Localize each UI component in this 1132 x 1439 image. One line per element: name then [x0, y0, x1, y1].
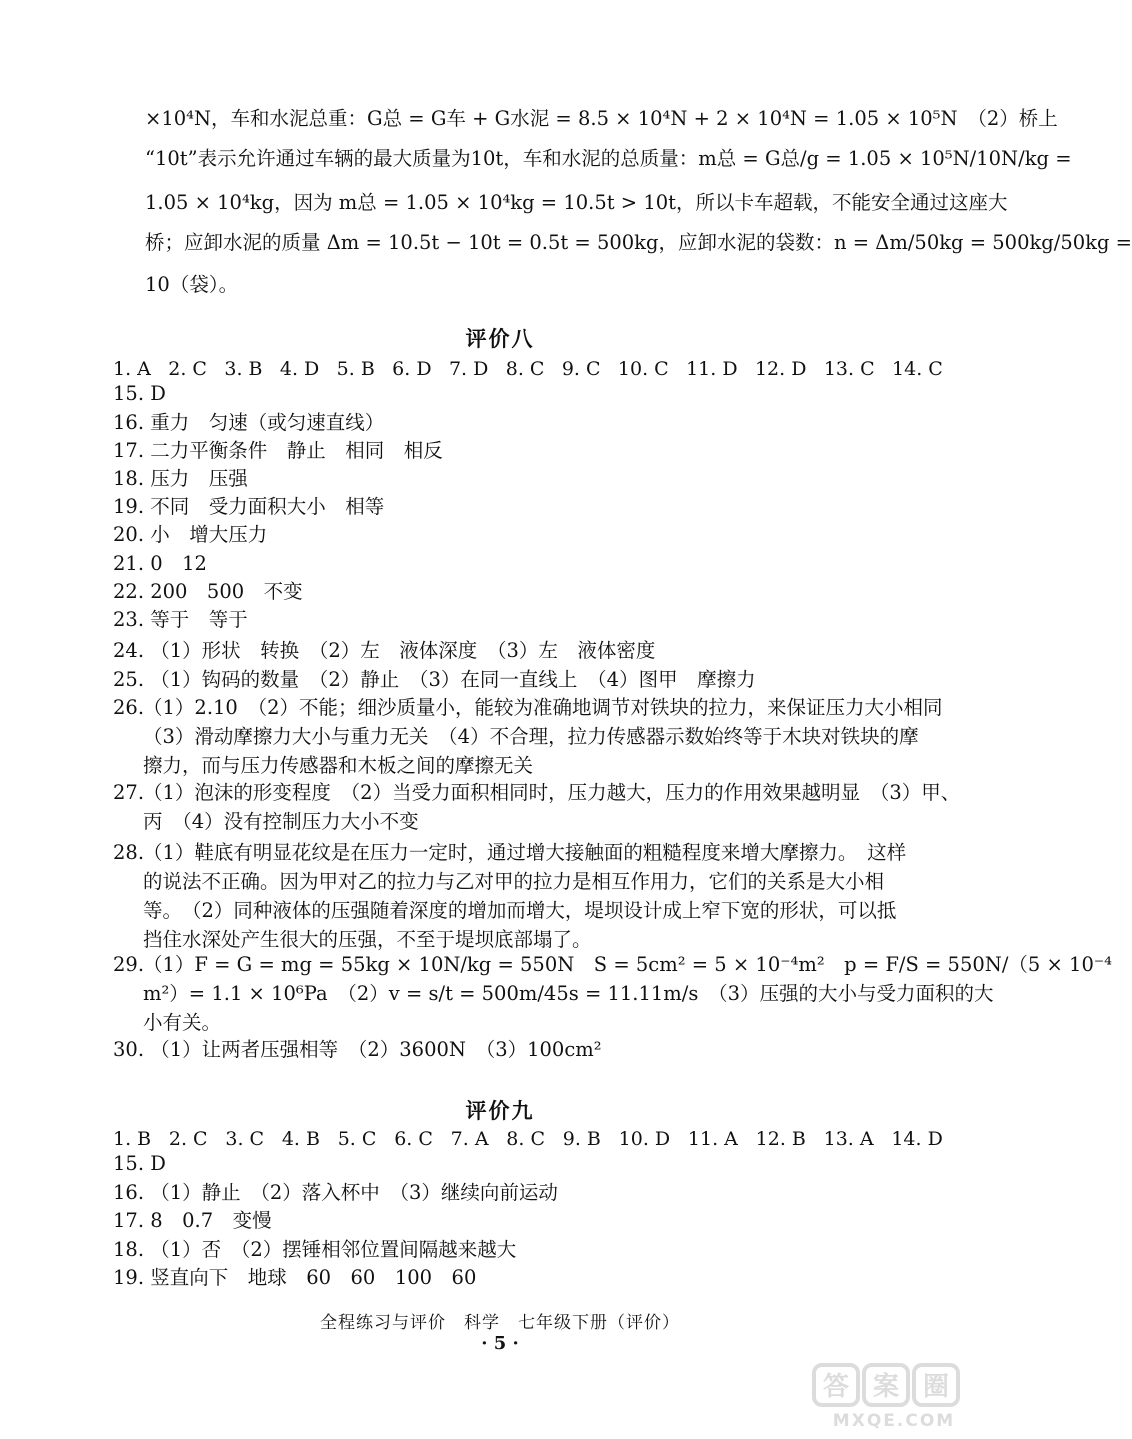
mc-answer: 6. D — [392, 358, 432, 380]
item-number: 27. — [113, 781, 145, 804]
page-number: · 5 · — [481, 1333, 519, 1354]
answer-line-19: 19. 不同 受力面积大小 相等 — [113, 495, 385, 518]
mc-answer: 1. A — [113, 358, 151, 380]
continued-solution — [145, 104, 1132, 300]
answer-line-20: 20. 小 增大压力 — [113, 523, 268, 546]
item-line: 的说法不正确。因为甲对乙的拉力与乙对甲的拉力是相互作用力，它们的关系是大小相 — [143, 870, 885, 893]
item-number: 28. — [113, 841, 145, 864]
mc-answer: 11. A — [687, 1128, 738, 1150]
item-number: 29. — [113, 953, 145, 976]
mc-answer: 2. C — [168, 358, 207, 380]
item-line: 擦力，而与压力传感器和木板之间的摩擦无关 — [143, 754, 534, 777]
multiple-choice-answers — [113, 1126, 943, 1152]
mc-answer: 3. C — [225, 1128, 265, 1150]
answer-line-22: 22. 200 500 不变 — [113, 580, 303, 603]
mc-answer: 14. C — [892, 358, 943, 380]
svg-text:圈: 圈 — [922, 1372, 950, 1402]
answer-line-30: 30. （1）让两者压强相等 （2）3600N （3）100cm² — [113, 1038, 602, 1061]
item-line: （1）2.10 （2）不能；细沙质量小，能较为准确地调节对铁块的拉力，来保证压力大小相同 — [143, 696, 943, 719]
item-line: （1）泡沫的形变程度 （2）当受力面积相同时，压力越大，压力的作用效果越明显 （3）甲、 — [143, 781, 961, 804]
answer-line-16: 16. 重力 匀速（或匀速直线） — [113, 411, 385, 434]
mc-answer: 10. D — [618, 1128, 671, 1150]
mc-answer: 4. B — [281, 1128, 320, 1150]
mc-answer: 8. C — [505, 358, 545, 380]
item-line: （1）F = G = mg = 55kg × 10N/kg = 550N S = 5cm² = 5 × 10⁻⁴m² p = F/S = 550N/（5 × 10⁻⁴ — [143, 953, 1112, 976]
mc-answer: 8. C — [506, 1128, 546, 1150]
answer-line-18: 18. 压力 压强 — [113, 467, 248, 490]
mc-answer: 13. A — [823, 1128, 874, 1150]
mc-answer-last: 15. D — [113, 382, 166, 405]
section-heading-9: 评价九 — [465, 1098, 535, 1123]
continued-line: ×10⁴N，车和水泥总重：G总 = G车 + G水泥 = 8.5 × 10⁴N + 2 × 10⁴N = 1.05 × 10⁵N （2）桥上 — [145, 107, 1058, 130]
svg-text:案: 案 — [872, 1372, 900, 1402]
answer-line-17: 17. 8 0.7 变慢 — [113, 1209, 272, 1232]
item-line: （1）鞋底有明显花纹是在压力一定时，通过增大接触面的粗糙程度来增大摩擦力。 这样 — [143, 841, 907, 864]
item-line: （3）滑动摩擦力大小与重力无关 （4）不合理，拉力传感器示数始终等于木块对铁块的摩 — [143, 725, 919, 748]
mc-answer: 3. B — [224, 358, 263, 380]
section-heading-8: 评价八 — [465, 326, 535, 351]
answer-line-18: 18. （1）否 （2）摆锤相邻位置间隔越来越大 — [113, 1238, 517, 1261]
mc-answer: 9. C — [561, 358, 601, 380]
answer-line-24: 24. （1）形状 转换 （2）左 液体深度 （3）左 液体密度 — [113, 639, 656, 662]
answer-line-19: 19. 竖直向下 地球 60 60 100 60 — [113, 1266, 477, 1289]
continued-line: 10（袋）。 — [145, 273, 239, 296]
continued-line: “10t”表示允许通过车辆的最大质量为10t，车和水泥的总质量：m总 = G总/g = 1.05 × 10⁵N/10N/kg = — [145, 147, 1072, 170]
mc-answer: 13. C — [823, 358, 875, 380]
watermark-logo — [812, 1363, 982, 1431]
mc-answer: 7. D — [448, 358, 489, 380]
item-line: 等。 （2）同种液体的压强随着深度的增加而增大，堤坝设计成上窄下宽的形状，可以抵 — [143, 899, 897, 922]
answer-line-21: 21. 0 12 — [113, 552, 207, 575]
mc-answer: 1. B — [113, 1128, 152, 1150]
svg-text:答: 答 — [822, 1372, 850, 1402]
mc-answer: 11. D — [686, 358, 738, 380]
answer-line-16: 16. （1）静止 （2）落入杯中 （3）继续向前运动 — [113, 1181, 558, 1204]
mc-answer: 4. D — [279, 358, 320, 380]
continued-line: 桥；应卸水泥的质量 Δm = 10.5t − 10t = 0.5t = 500kg，应卸水泥的袋数：n = Δm/50kg = 500kg/50kg = — [145, 231, 1132, 254]
item-number: 26. — [113, 696, 145, 719]
mc-answer: 5. B — [336, 358, 375, 380]
mc-answer: 7. A — [450, 1128, 489, 1150]
item-line: 小有关。 — [143, 1011, 222, 1034]
mc-answer: 2. C — [168, 1128, 208, 1150]
mc-answer: 14. D — [891, 1128, 943, 1150]
mc-answer: 12. B — [755, 1128, 806, 1150]
mc-answer: 6. C — [394, 1128, 433, 1150]
continued-line: 1.05 × 10⁴kg，因为 m总 = 1.05 × 10⁴kg = 10.5t > 10t，所以卡车超载，不能安全通过这座大 — [145, 191, 1008, 214]
svg-text:MXQE.COM: MXQE.COM — [832, 1411, 956, 1431]
multiple-choice-answers — [113, 356, 943, 382]
mc-answer: 5. C — [337, 1128, 377, 1150]
answer-line-17: 17. 二力平衡条件 静止 相同 相反 — [113, 439, 443, 462]
answer-line-25: 25. （1）钩码的数量 （2）静止 （3）在同一直线上 （4）图甲 摩擦力 — [113, 668, 756, 691]
page-footer: 全程练习与评价 科学 七年级下册（评价） — [320, 1313, 680, 1333]
item-line: 挡住水深处产生很大的压强，不至于堤坝底部塌了。 — [143, 928, 592, 951]
item-line: m²）= 1.1 × 10⁶Pa （2）v = s/t = 500m/45s = 11.11m/s （3）压强的大小与受力面积的大 — [143, 982, 994, 1005]
item-line: 丙 （4）没有控制压力大小不变 — [143, 810, 419, 833]
mc-answer: 10. C — [617, 358, 669, 380]
mc-answer: 12. D — [754, 358, 807, 380]
mc-answer-last: 15. D — [113, 1152, 166, 1175]
mc-answer: 9. B — [562, 1128, 601, 1150]
answer-line-23: 23. 等于 等于 — [113, 608, 248, 631]
